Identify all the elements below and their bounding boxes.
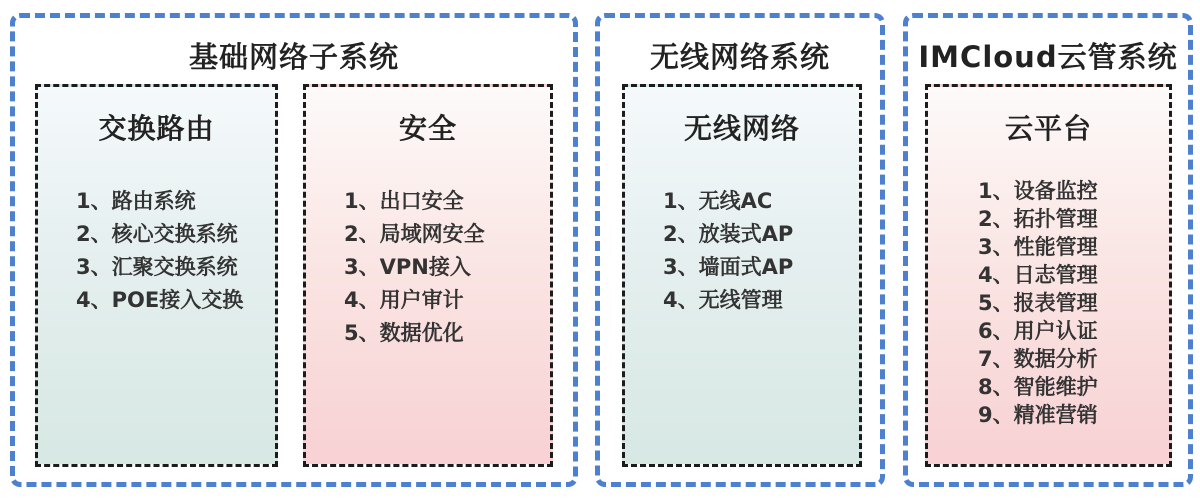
list-item: 2、局域网安全	[344, 222, 485, 246]
box-cloud-platform	[925, 84, 1172, 467]
box-wireless-network	[622, 84, 862, 467]
list-item: 8、智能维护	[978, 375, 1098, 399]
cloud-platform-list	[928, 177, 1169, 429]
list-item: 2、拓扑管理	[978, 207, 1098, 231]
section-wireless-network-system	[595, 13, 885, 487]
list-item: 4、POE接入交换	[76, 288, 244, 312]
list-item: 3、汇聚交换系统	[76, 255, 238, 279]
section-title-basic-network: 基础网络子系统	[188, 40, 399, 74]
switching-routing-list	[38, 185, 275, 317]
list-item: 1、无线AC	[663, 189, 773, 213]
list-item: 1、路由系统	[76, 189, 196, 213]
list-item: 1、出口安全	[344, 189, 464, 213]
section-title-imcloud: IMCloud云管系统	[918, 40, 1178, 74]
list-item: 3、性能管理	[978, 235, 1098, 259]
list-item: 4、用户审计	[344, 288, 464, 312]
list-item: 3、墙面式AP	[663, 255, 794, 279]
box-switching-routing	[35, 84, 278, 467]
box-title-wireless-network: 无线网络	[683, 112, 800, 145]
list-item: 3、VPN接入	[344, 255, 471, 279]
list-item: 4、日志管理	[978, 263, 1098, 287]
list-item: 2、核心交换系统	[76, 222, 238, 246]
list-item: 5、数据优化	[344, 321, 464, 345]
box-title-security: 安全	[398, 112, 457, 145]
box-title-cloud-platform: 云平台	[1004, 112, 1092, 145]
list-item: 6、用户认证	[978, 319, 1098, 343]
list-item: 9、精准营销	[978, 403, 1098, 427]
wireless-network-list	[625, 185, 859, 317]
list-item: 7、数据分析	[978, 347, 1098, 371]
box-title-switching-routing: 交换路由	[98, 112, 215, 145]
security-list	[306, 185, 550, 350]
list-item: 2、放装式AP	[663, 222, 794, 246]
list-item: 1、设备监控	[978, 179, 1098, 203]
box-security	[303, 84, 553, 467]
list-item: 4、无线管理	[663, 288, 783, 312]
section-title-wireless-network: 无线网络系统	[649, 40, 830, 74]
list-item: 5、报表管理	[978, 291, 1098, 315]
section-basic-network-subsystem	[10, 13, 578, 487]
section-imcloud-management-system	[903, 13, 1193, 487]
